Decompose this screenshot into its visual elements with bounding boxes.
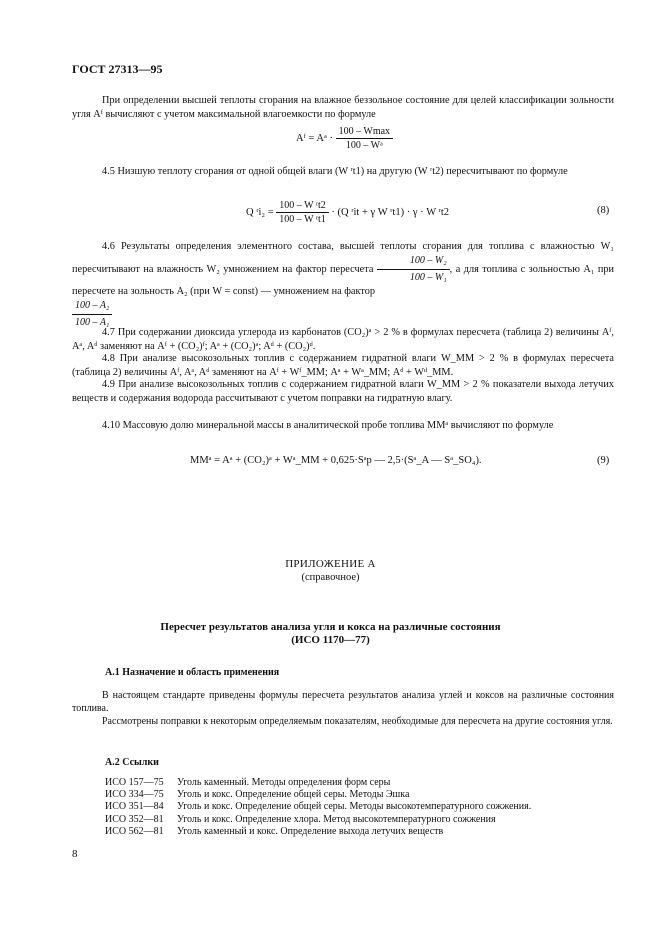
paragraph-4-6-text-a: 4.6 Результаты определения элементного состава, высшей теплоты сгорания для топлива с влажностью W₁ пересчитывают на влажность W₂ умножением на фактор пересчета — [72, 241, 614, 275]
fraction-numerator: 100 – W₂ — [377, 254, 450, 270]
reference-code: ИСО 334—75 — [105, 789, 164, 801]
document-code: ГОСТ 27313—95 — [72, 62, 163, 76]
paragraph-4-10: 4.10 Массовую долю минеральной массы в аналитической пробе топлива MMᵃ вычисляют по формуле — [102, 420, 554, 431]
appendix-note: (справочное) — [301, 572, 360, 583]
references-list — [105, 777, 625, 838]
paragraph-4-5: 4.5 Низшую теплоту сгорания от одной общей влаги (W ʳt1) на другую (W ʳt2) пересчитывают по формуле — [102, 166, 568, 177]
formula-8 — [246, 200, 449, 225]
formula-8-lhs: Q ʳi₂ = — [246, 206, 274, 218]
reference-item — [105, 801, 625, 813]
fraction-denominator: 100 – W₁ — [409, 272, 447, 283]
fraction-denominator: 100 – W ʳt1 — [279, 214, 326, 225]
paragraph-4-9: 4.9 При анализе высокозольных топлив с содержанием гидратной влаги W_ММ > 2 % показатели выхода летучих веществ и содержания водорода рассчитывают с учетом поправки на гидратную влагу. — [72, 379, 614, 404]
formula-8-fraction — [276, 200, 329, 225]
reference-title: Уголь каменный и кокс. Определение выхода летучих веществ — [177, 825, 444, 837]
formula-9: MMᵃ = Aᵃ + (CO₂)ᵃ + Wᵃ_ММ + 0,625·Sᵃp — 2,5·(Sᵃ_A — Sᵃ_SO₄). — [190, 455, 482, 466]
equation-number-9: (9) — [597, 455, 610, 466]
paragraph-4-7: 4.7 При содержании диоксида углерода из карбонатов (CO₂)ᵃ > 2 % в формулах пересчета (таблица 2) величины Aᶠ, Aᵃ, Aᵈ заменяют на Aᶠ + (CO₂)ᶠ; Aᵃ + (CO₂)ᵃ; Aᵈ + (CO₂)ᵈ. — [72, 327, 614, 352]
reference-code: ИСО 157—75 — [105, 777, 164, 788]
reference-title: Уголь и кокс. Определение хлора. Метод высокотемпературного сожжения — [177, 813, 496, 825]
appendix-heading: Пересчет результатов анализа угля и кокса на различные состояния — [160, 621, 501, 633]
reference-title: Уголь каменный. Методы определения форм серы — [177, 777, 391, 788]
paragraph-4-8: 4.8 При анализе высокозольных топлив с содержанием гидратной влаги W_ММ > 2 % в формулах пересчета (таблица 2) величины Aᶠ, Aᵃ, Aᵈ заменяют на Aᶠ + Wᶠ_ММ; Aᵃ + Wᵃ_ММ; Aᵈ + Wᵈ_ММ. — [72, 353, 614, 378]
reference-title: Уголь и кокс. Определение общей серы. Методы Эшка — [177, 789, 410, 801]
reference-item — [105, 777, 625, 789]
fraction-denominator: 100 – Wᵃ — [345, 140, 383, 151]
reference-item — [105, 789, 625, 801]
section-a1-paragraph-1: В настоящем стандарте приведены формулы пересчета результатов анализа углей и коксов на различные состояния топлива. — [72, 690, 614, 714]
reference-code: ИСО 562—81 — [105, 825, 164, 837]
reference-item — [105, 814, 625, 826]
formula-ash-classification — [296, 126, 393, 151]
section-a1-paragraph-2: Рассмотрены поправки к некоторым определяемым показателям, необходимые для пересчета на другие состояния угля. — [102, 716, 613, 727]
reference-code: ИСО 351—84 — [105, 801, 164, 813]
moisture-factor-fraction — [377, 254, 450, 285]
fraction-numerator: 100 – A₂ — [72, 299, 112, 315]
section-a1-title: А.1 Назначение и область применения — [105, 667, 280, 678]
formula-fraction — [336, 126, 393, 151]
fraction-denominator: 100 – A₁ — [75, 317, 110, 328]
reference-item — [105, 826, 625, 838]
fraction-numerator: 100 – Wmax — [336, 126, 393, 139]
fraction-numerator: 100 – W ʳt2 — [276, 200, 329, 213]
reference-code: ИСО 352—81 — [105, 813, 164, 825]
section-a2-title: А.2 Ссылки — [105, 757, 159, 768]
paragraph-classification: При определении высшей теплоты сгорания на влажное беззольное состояние для целей классификации зольности угля Aᶠ вычисляют с учетом максимальной влагоемкости по формуле — [72, 95, 614, 120]
formula-lhs: Aᶠ = Aᵃ · — [296, 132, 333, 144]
paragraph-4-6-text-b: , а для топлива с зольностью A₁ при пересчете на зольность A₂ (при W = const) — умножением на фактор — [72, 263, 614, 297]
paragraph-4-6 — [72, 240, 614, 330]
appendix-heading-standard: (ИСО 1170—77) — [291, 634, 370, 646]
equation-number-8: (8) — [597, 205, 610, 216]
reference-title: Уголь и кокс. Определение общей серы. Методы высокотемпературного сожжения. — [177, 801, 532, 813]
formula-8-rhs: · (Q ʳit + γ W ʳt1) · γ · W ʳt2 — [331, 206, 450, 218]
page-number: 8 — [72, 848, 78, 860]
appendix-title: ПРИЛОЖЕНИЕ А — [285, 558, 376, 570]
